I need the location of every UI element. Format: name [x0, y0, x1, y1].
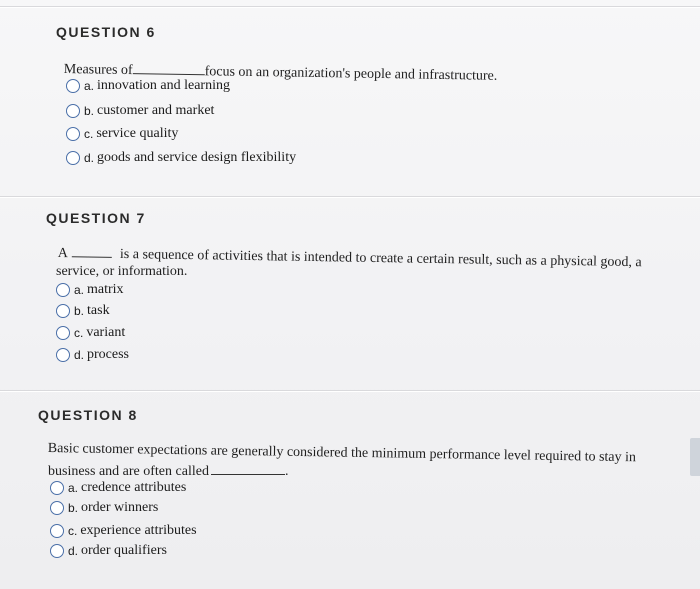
question-8-option-c[interactable] [50, 523, 197, 539]
question-6-text-before: Measures of [63, 61, 133, 79]
radio-button[interactable] [66, 151, 80, 165]
radio-button[interactable] [66, 127, 80, 141]
divider-q7 [0, 196, 700, 197]
option-letter: c. [84, 127, 94, 141]
option-label: matrix [87, 282, 124, 297]
radio-button[interactable] [50, 544, 64, 558]
question-8-option-d[interactable] [50, 543, 167, 559]
question-8-option-b[interactable] [50, 500, 158, 516]
option-letter: b. [84, 104, 95, 118]
option-letter: d. [84, 151, 95, 165]
option-letter: c. [74, 326, 84, 340]
option-label: service quality [96, 126, 179, 141]
question-6-option-b[interactable] [66, 103, 214, 119]
question-7-header: QUESTION 7 [46, 210, 146, 226]
radio-button[interactable] [66, 79, 80, 93]
option-letter: d. [74, 348, 85, 362]
question-6-option-c[interactable] [66, 126, 178, 142]
question-6-option-d[interactable] [66, 150, 296, 166]
option-label: task [87, 303, 110, 318]
option-label: process [87, 347, 130, 362]
option-label: goods and service design flexibility [97, 150, 297, 165]
question-6-header: QUESTION 6 [56, 24, 156, 40]
question-7-option-c[interactable] [56, 325, 125, 341]
question-7-text-before: A [57, 245, 69, 262]
option-label: variant [86, 325, 126, 340]
radio-button[interactable] [50, 501, 64, 515]
radio-button[interactable] [56, 283, 70, 297]
question-8-header: QUESTION 8 [38, 407, 138, 423]
option-letter: d. [68, 544, 79, 558]
radio-button[interactable] [56, 348, 70, 362]
question-7-option-d[interactable] [56, 347, 129, 363]
option-letter: c. [68, 524, 78, 538]
question-7-blank [72, 244, 112, 258]
option-label: innovation and learning [97, 78, 230, 93]
radio-button[interactable] [50, 524, 64, 538]
question-8-text-line1: Basic customer expectations are generally considered the minimum performance level required to stay in [47, 440, 637, 466]
radio-button[interactable] [56, 326, 70, 340]
question-7-text-after: is a sequence of activities that is intended to create a certain result, such as a physical good, a [119, 246, 642, 271]
option-label: order winners [81, 500, 159, 515]
option-label: credence attributes [81, 480, 187, 495]
question-8-text-before: business and are often called [48, 464, 209, 479]
radio-button[interactable] [56, 304, 70, 318]
question-8-option-a[interactable] [50, 480, 186, 496]
divider-q8 [0, 390, 700, 391]
option-label: customer and market [97, 103, 215, 118]
option-label: experience attributes [80, 523, 197, 538]
radio-button[interactable] [66, 104, 80, 118]
question-6-option-a[interactable] [66, 78, 230, 94]
option-label: order qualifiers [81, 543, 167, 558]
question-8-blank [211, 462, 285, 475]
option-letter: a. [84, 79, 95, 93]
question-6-text-after: focus on an organization's people and infrastructure. [204, 64, 498, 84]
question-7-text-line2: service, or information. [56, 264, 188, 279]
question-7-option-a[interactable] [56, 282, 124, 298]
question-7-option-b[interactable] [56, 303, 110, 319]
question-8-text-after: . [284, 464, 289, 479]
divider-top [0, 6, 700, 7]
question-8-text-line2 [48, 462, 288, 480]
option-letter: a. [68, 481, 79, 495]
question-6-blank [133, 61, 205, 75]
option-letter: b. [68, 501, 79, 515]
option-letter: a. [74, 283, 85, 297]
radio-button[interactable] [50, 481, 64, 495]
scrollbar-tab[interactable] [690, 438, 700, 476]
option-letter: b. [74, 304, 85, 318]
